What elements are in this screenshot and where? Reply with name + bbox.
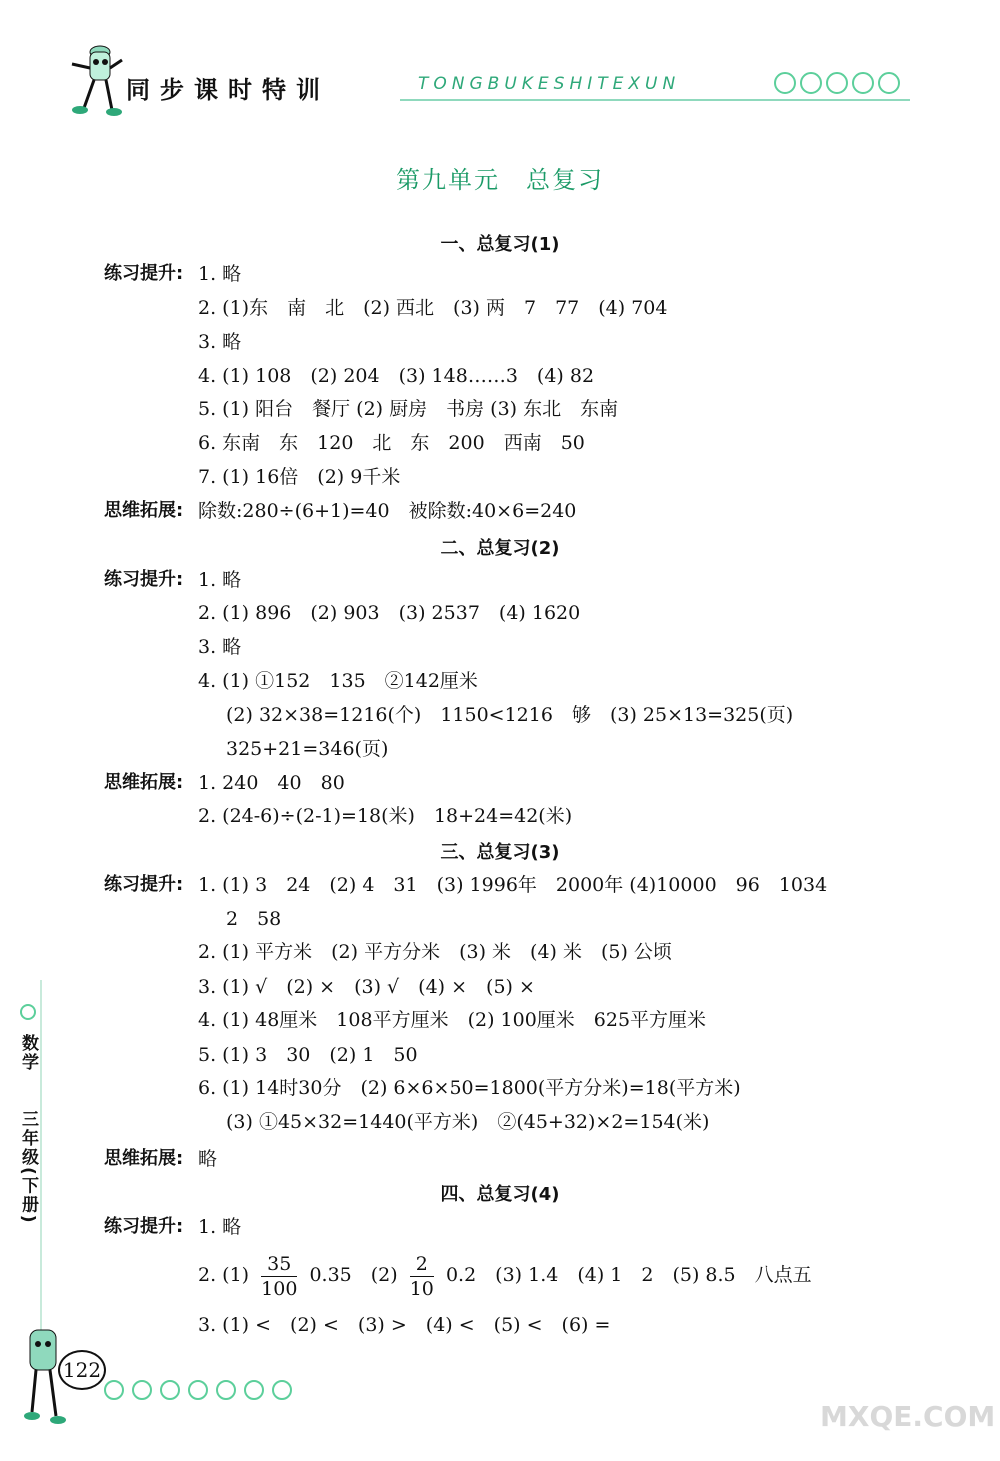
header-decorative-circles (774, 72, 900, 94)
answer-row: 2. (1) 896 (2) 903 (3) 2537 (4) 1620 (198, 602, 581, 624)
row-label: 练习提升: (104, 1216, 184, 1237)
circle-icon (852, 72, 874, 94)
answer-row: 3. (1) < (2) < (3) > (4) < (5) < (6) = (198, 1314, 611, 1336)
header-divider (400, 99, 910, 101)
answer-row: 2. (1) 平方米 (2) 平方分米 (3) 米 (4) 米 (5) 公顷 (198, 941, 672, 963)
fraction-35-100 (261, 1252, 297, 1301)
answer-row: 5. (1) 阳台 餐厅 (2) 厨房 书房 (3) 东北 东南 (198, 398, 619, 420)
circle-icon (104, 1380, 124, 1400)
fraction-denominator: 100 (261, 1277, 298, 1300)
answer-row: 1. 240 40 80 (198, 772, 345, 794)
sidebar-subject: 数学 (18, 1034, 38, 1072)
row-label: 思维拓展: (104, 1148, 184, 1169)
answer-row: 7. (1) 16倍 (2) 9千米 (198, 466, 401, 488)
answer-row: 1. 略 (198, 569, 242, 591)
answer-row: 325+21=346(页) (226, 738, 389, 760)
answer-row: 4. (1) 108 (2) 204 (3) 148……3 (4) 82 (198, 365, 595, 387)
fraction-row-prefix: 2. (1) (198, 1264, 250, 1286)
circle-icon (160, 1380, 180, 1400)
row-label: 思维拓展: (104, 500, 184, 521)
circle-icon (244, 1380, 264, 1400)
fraction-denominator: 10 (409, 1277, 434, 1300)
answer-row: 2. (24-6)÷(2-1)=18(米) 18+24=42(米) (198, 805, 573, 827)
circle-icon (216, 1380, 236, 1400)
answer-row: 3. 略 (198, 331, 242, 353)
footer-decorative-circles (104, 1380, 292, 1400)
section-title-1: 一、总复习(1) (440, 234, 560, 255)
row-label: 思维拓展: (104, 772, 184, 793)
header-pinyin: TONGBUKESHITEXUN (418, 74, 681, 94)
answer-row: 6. (1) 14时30分 (2) 6×6×50=1800(平方分米)=18(平方米) (198, 1077, 741, 1099)
fraction-answer-row (198, 1250, 812, 1301)
row-label: 练习提升: (104, 263, 184, 284)
fraction-row-middle: 0.35 (2) (309, 1264, 398, 1286)
answer-row: 3. 略 (198, 636, 242, 658)
answer-row: (2) 32×38=1216(个) 1150<1216 够 (3) 25×13=325(页) (226, 704, 794, 726)
answer-row: 1. 略 (198, 1216, 242, 1238)
circle-icon (188, 1380, 208, 1400)
fraction-row-rest: 0.2 (3) 1.4 (4) 1 2 (5) 8.5 八点五 (445, 1264, 812, 1286)
section-title-4: 四、总复习(4) (440, 1184, 560, 1205)
watermark: MXQE.COM (820, 1400, 996, 1433)
answer-row: 1. 略 (198, 263, 242, 285)
fraction-numerator: 2 (410, 1252, 434, 1277)
answer-row: 2 58 (226, 908, 282, 930)
header-title: 同步课时特训 (126, 76, 330, 104)
circle-icon (826, 72, 848, 94)
answer-row: 除数:280÷(6+1)=40 被除数:40×6=240 (198, 500, 577, 522)
row-label: 练习提升: (104, 874, 184, 895)
mascot-logo-icon (60, 38, 124, 118)
unit-title: 第九单元 总复习 (396, 166, 604, 194)
section-title-2: 二、总复习(2) (440, 538, 560, 559)
answer-row: 5. (1) 3 30 (2) 1 50 (198, 1044, 418, 1066)
fraction-2-10 (410, 1252, 434, 1301)
answer-row: 3. (1) √ (2) × (3) √ (4) × (5) × (198, 976, 535, 998)
answer-row: 4. (1) 48厘米 108平方厘米 (2) 100厘米 625平方厘米 (198, 1009, 707, 1031)
page-number: 122 (58, 1350, 106, 1390)
row-label: 练习提升: (104, 569, 184, 590)
answer-row: 1. (1) 3 24 (2) 4 31 (3) 1996年 2000年 (4)10000 96 1034 (198, 874, 828, 896)
circle-icon (132, 1380, 152, 1400)
circle-icon (20, 1004, 36, 1020)
answer-row: 略 (198, 1148, 218, 1170)
circle-icon (774, 72, 796, 94)
circle-icon (878, 72, 900, 94)
answer-row: 2. (1)东 南 北 (2) 西北 (3) 两 7 77 (4) 704 (198, 297, 668, 319)
section-title-3: 三、总复习(3) (440, 842, 560, 863)
circle-icon (272, 1380, 292, 1400)
fraction-numerator: 35 (261, 1252, 297, 1277)
circle-icon (800, 72, 822, 94)
sidebar-grade: 三年级(下册) (18, 1110, 38, 1225)
answer-row: 6. 东南 东 120 北 东 200 西南 50 (198, 432, 585, 454)
answer-row: 4. (1) ①152 135 ②142厘米 (198, 670, 478, 692)
answer-row: (3) ①45×32=1440(平方米) ②(45+32)×2=154(米) (226, 1111, 710, 1133)
